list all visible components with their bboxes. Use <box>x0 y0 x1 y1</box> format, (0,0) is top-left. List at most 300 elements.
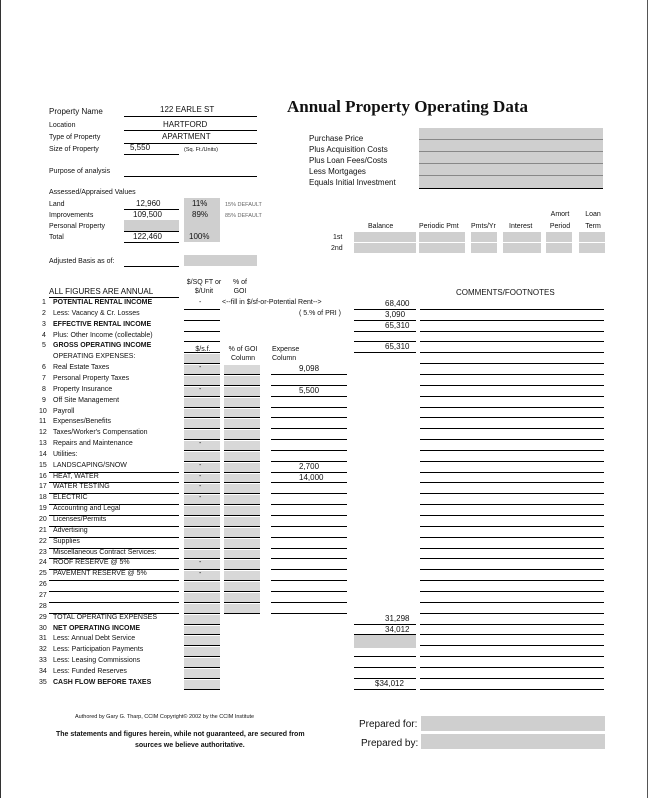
expense-underline[interactable] <box>271 537 347 538</box>
line-number: 24 <box>39 559 47 566</box>
location-label: Location <box>49 122 76 129</box>
line-label: GROSS OPERATING INCOME <box>53 342 152 349</box>
comment-line[interactable] <box>420 624 604 625</box>
pct-goi-underline <box>224 602 260 603</box>
per-unit-header: $/SQ FT or $/Unit <box>186 279 222 295</box>
per-unit-value: - <box>199 364 202 371</box>
expense-underline[interactable] <box>271 602 347 603</box>
land-label: Land <box>49 201 65 208</box>
expense-value: 14,000 <box>299 473 324 482</box>
expense-underline[interactable] <box>271 569 347 570</box>
property-name-label: Property Name <box>49 107 103 116</box>
loan-cell-2-4[interactable] <box>503 243 541 253</box>
expense-underline[interactable] <box>271 374 347 375</box>
per-unit-cell[interactable] <box>184 398 220 407</box>
line-label: Licenses/Permits <box>53 516 107 523</box>
pct-goi-cell <box>224 484 260 493</box>
pct-goi-underline <box>224 450 260 451</box>
opex-header-per-sf: $/s.f. <box>195 346 211 353</box>
opex-header-pct-goi: % of GOI Column <box>228 346 258 362</box>
loan-fees-label: Plus Loan Fees/Costs <box>309 156 388 165</box>
debt-service-shade <box>354 635 416 648</box>
total-value: 122,460 <box>133 232 162 241</box>
expense-underline[interactable] <box>271 407 347 408</box>
location-value[interactable]: HARTFORD <box>163 120 208 129</box>
per-unit-cell[interactable] <box>184 463 220 472</box>
pct-goi-underline <box>224 439 260 440</box>
loan-header-amort-period: Amort Period <box>549 211 571 230</box>
line-label-underline[interactable] <box>49 591 179 592</box>
per-unit-underline <box>184 634 220 635</box>
per-unit-underline <box>184 320 220 321</box>
pct-goi-cell <box>224 517 260 526</box>
loan-header-balance: Balance <box>368 223 394 230</box>
amount-underline[interactable] <box>354 352 416 353</box>
pct-goi-cell <box>224 398 260 407</box>
mortgages-label: Less Mortgages <box>309 167 366 176</box>
amount-underline[interactable] <box>354 667 416 668</box>
amount-value: 31,298 <box>385 614 410 623</box>
loan-header-pmts-yr: Pmts/Yr <box>471 223 496 230</box>
line-number: 19 <box>39 505 47 512</box>
pct-goi-underline <box>224 515 260 516</box>
per-unit-underline <box>184 450 220 451</box>
line-label: Personal Property Taxes <box>53 375 130 382</box>
loan-cell-1-1[interactable] <box>354 232 416 242</box>
expense-underline[interactable] <box>271 504 347 505</box>
per-unit-cell[interactable] <box>184 528 220 537</box>
line-label: CASH FLOW BEFORE TAXES <box>53 679 152 686</box>
line-number: 10 <box>39 408 47 415</box>
line-number: 30 <box>39 625 47 632</box>
per-unit-cell[interactable] <box>184 647 220 656</box>
property-size-value[interactable]: 5,550 <box>130 143 151 152</box>
comment-line[interactable] <box>420 493 604 494</box>
pct-goi-underline <box>224 374 260 375</box>
expense-underline[interactable] <box>271 428 347 429</box>
per-unit-underline <box>184 407 220 408</box>
line-label: POTENTIAL RENTAL INCOME <box>53 299 153 306</box>
per-unit-cell[interactable] <box>184 311 220 320</box>
expense-underline[interactable] <box>271 417 347 418</box>
line-number: 16 <box>39 473 47 480</box>
per-unit-underline <box>184 558 220 559</box>
line-label: TOTAL OPERATING EXPENSES <box>53 614 157 621</box>
pct-goi-underline <box>224 558 260 559</box>
pct-goi-underline <box>224 580 260 581</box>
amount-value: 68,400 <box>385 299 410 308</box>
per-unit-value: - <box>199 570 202 577</box>
per-unit-cell[interactable] <box>184 376 220 385</box>
line-number: 8 <box>42 386 46 393</box>
pct-goi-cell <box>224 571 260 580</box>
line-label: Advertising <box>53 527 88 534</box>
per-unit-underline <box>184 352 220 353</box>
property-size-unit: (Sq. Ft./Units) <box>184 147 218 153</box>
loan-header-loan-term: Loan Term <box>585 211 601 230</box>
line-number: 31 <box>39 635 47 642</box>
per-unit-underline <box>184 417 220 418</box>
expense-value: 9,098 <box>299 364 320 373</box>
total-label: Total <box>49 234 64 241</box>
comment-line[interactable] <box>420 363 604 364</box>
prepared-for-input[interactable] <box>421 716 605 731</box>
line-note: <--fill in $/sf-or-Potential Rent--> <box>222 299 322 306</box>
loan-row-2nd: 2nd <box>331 245 343 252</box>
loan-cell-1-5[interactable] <box>546 232 572 242</box>
per-unit-cell[interactable] <box>184 354 220 363</box>
per-unit-value: - <box>199 386 202 393</box>
comment-line[interactable] <box>420 504 604 505</box>
line-number: 13 <box>39 440 47 447</box>
per-unit-cell[interactable] <box>184 365 220 374</box>
expense-underline[interactable] <box>271 493 347 494</box>
pct-goi-underline <box>224 417 260 418</box>
expense-underline[interactable] <box>271 439 347 440</box>
line-number: 6 <box>42 364 46 371</box>
improvements-label: Improvements <box>49 212 94 219</box>
comment-line[interactable] <box>420 472 604 473</box>
comment-line[interactable] <box>420 352 604 353</box>
per-unit-underline <box>184 363 220 364</box>
per-unit-cell[interactable] <box>184 604 220 613</box>
total-pct: 100% <box>189 232 210 241</box>
per-unit-cell[interactable] <box>184 517 220 526</box>
per-unit-underline <box>184 428 220 429</box>
initial-investment-label: Equals Initial Investment <box>309 178 396 187</box>
line-label: LANDSCAPING/SNOW <box>53 462 127 469</box>
loan-cell-1-4[interactable] <box>503 232 541 242</box>
per-unit-cell[interactable] <box>184 441 220 450</box>
pct-goi-cell <box>224 604 260 613</box>
comment-line[interactable] <box>420 591 604 592</box>
loan-header-periodic-pmt: Periodic Pmt <box>419 223 459 230</box>
author-credit: Authored by Gary G. Tharp, CCIM Copyright© 2002 by the CCIM Institute <box>75 714 255 720</box>
line-label: Miscellaneous Contract Services: <box>53 549 157 556</box>
per-unit-cell[interactable] <box>184 680 220 689</box>
per-unit-cell[interactable] <box>184 506 220 515</box>
line-label: Expenses/Benefits <box>53 418 111 425</box>
assessed-heading: Assessed/Appraised Values <box>49 189 136 196</box>
loan-row-1st: 1st <box>333 234 343 241</box>
pct-goi-cell <box>224 387 260 396</box>
amount-value: 65,310 <box>385 342 410 351</box>
per-unit-value: - <box>199 299 202 306</box>
comment-line[interactable] <box>420 634 604 635</box>
line-number: 17 <box>39 483 47 490</box>
per-unit-cell[interactable] <box>184 343 220 352</box>
amount-underline[interactable] <box>354 689 416 690</box>
line-label: Property Insurance <box>53 386 113 393</box>
line-label: Payroll <box>53 408 75 415</box>
comment-line[interactable] <box>420 374 604 375</box>
line-label: WATER TESTING <box>53 483 110 490</box>
line-number: 1 <box>42 299 46 306</box>
per-unit-underline <box>184 515 220 516</box>
all-figures-annual: ALL FIGURES ARE ANNUAL <box>49 287 154 296</box>
line-number: 3 <box>42 321 46 328</box>
per-unit-underline <box>184 580 220 581</box>
line-label: ELECTRIC <box>53 494 88 501</box>
disclaimer-line-1: The statements and figures herein, while not guaranteed, are secured from <box>56 731 305 738</box>
expense-underline[interactable] <box>271 580 347 581</box>
property-type-label: Type of Property <box>49 134 101 141</box>
comment-line[interactable] <box>420 385 604 386</box>
pct-goi-underline <box>224 472 260 473</box>
pct-goi-cell <box>224 441 260 450</box>
per-unit-underline <box>184 493 220 494</box>
line-number: 14 <box>39 451 47 458</box>
comment-line[interactable] <box>420 678 604 679</box>
per-unit-cell[interactable] <box>184 387 220 396</box>
comment-line[interactable] <box>420 689 604 690</box>
page-edge-left <box>0 0 1 798</box>
comment-line[interactable] <box>420 428 604 429</box>
line-number: 28 <box>39 603 47 610</box>
per-unit-cell[interactable] <box>184 571 220 580</box>
pct-goi-cell <box>224 365 260 374</box>
pct-goi-underline <box>224 526 260 527</box>
line-number: 4 <box>42 332 46 339</box>
line-number: 34 <box>39 668 47 675</box>
line-number: 26 <box>39 581 47 588</box>
per-unit-cell[interactable] <box>184 669 220 678</box>
line-number: 23 <box>39 549 47 556</box>
pct-goi-cell <box>224 452 260 461</box>
line-number: 5 <box>42 342 46 349</box>
loan-cell-2-5[interactable] <box>546 243 572 253</box>
opex-header-expense: Expense Column <box>272 346 300 362</box>
comment-line[interactable] <box>420 569 604 570</box>
line-number: 11 <box>39 418 47 425</box>
per-unit-cell[interactable] <box>184 484 220 493</box>
line-label: Taxes/Worker's Compensation <box>53 429 148 436</box>
per-unit-underline <box>184 689 220 690</box>
land-pct: 11% <box>192 199 208 208</box>
purchase-price-label: Purchase Price <box>309 134 364 143</box>
line-number: 27 <box>39 592 47 599</box>
line-number: 21 <box>39 527 47 534</box>
comment-line[interactable] <box>420 396 604 397</box>
pct-goi-underline <box>224 482 260 483</box>
expense-underline[interactable] <box>271 482 347 483</box>
comment-line[interactable] <box>420 450 604 451</box>
line-label: Less: Annual Debt Service <box>53 635 136 642</box>
line-label: NET OPERATING INCOME <box>53 625 140 632</box>
page-title: Annual Property Operating Data <box>287 97 528 116</box>
comment-line[interactable] <box>420 482 604 483</box>
pct-goi-cell <box>224 376 260 385</box>
comment-line[interactable] <box>420 526 604 527</box>
expense-underline[interactable] <box>271 515 347 516</box>
per-unit-cell[interactable] <box>184 300 220 309</box>
per-unit-underline <box>184 461 220 462</box>
pct-goi-cell <box>224 463 260 472</box>
per-unit-underline <box>184 667 220 668</box>
land-default-note: 15% DEFAULT <box>225 202 262 208</box>
comment-line[interactable] <box>420 656 604 657</box>
line-number: 33 <box>39 657 47 664</box>
line-label: Plus: Other Income (collectable) <box>53 332 153 339</box>
loan-cell-1-6[interactable] <box>579 232 605 242</box>
pct-goi-cell <box>224 582 260 591</box>
line-label: Utilities: <box>53 451 78 458</box>
comments-header: COMMENTS/FOOTNOTES <box>456 288 555 297</box>
per-unit-underline <box>184 396 220 397</box>
prepared-by-input[interactable] <box>421 734 605 749</box>
per-unit-underline <box>184 613 220 614</box>
improvements-pct: 89% <box>192 210 209 219</box>
comment-line[interactable] <box>420 667 604 668</box>
amount-underline[interactable] <box>354 331 416 332</box>
loan-cell-1-3[interactable] <box>471 232 497 242</box>
per-unit-cell[interactable] <box>184 658 220 667</box>
line-number: 22 <box>39 538 47 545</box>
adjusted-basis-input[interactable] <box>184 255 257 266</box>
purchase-input-shade[interactable] <box>419 128 603 188</box>
comment-line[interactable] <box>420 602 604 603</box>
comment-line[interactable] <box>420 558 604 559</box>
line-number: 25 <box>39 570 47 577</box>
comment-line[interactable] <box>420 407 604 408</box>
per-unit-underline <box>184 526 220 527</box>
per-unit-cell[interactable] <box>184 322 220 331</box>
pct-goi-cell <box>224 419 260 428</box>
comment-line[interactable] <box>420 645 604 646</box>
prepared-by-label: Prepared by: <box>361 738 419 749</box>
comment-line[interactable] <box>420 548 604 549</box>
comment-line[interactable] <box>420 331 604 332</box>
line-label: OPERATING EXPENSES: <box>53 353 136 360</box>
line-label: Real Estate Taxes <box>53 364 110 371</box>
line-number: 29 <box>39 614 47 621</box>
per-unit-cell[interactable] <box>184 419 220 428</box>
pct-goi-cell <box>224 495 260 504</box>
comment-line[interactable] <box>420 613 604 614</box>
loan-cell-2-1[interactable] <box>354 243 416 253</box>
personal-property-label: Personal Property <box>49 223 106 230</box>
expense-underline[interactable] <box>271 526 347 527</box>
pct-goi-cell <box>224 539 260 548</box>
loan-cell-1-2[interactable] <box>419 232 465 242</box>
comment-line[interactable] <box>420 439 604 440</box>
per-unit-value: - <box>199 440 202 447</box>
expense-underline[interactable] <box>271 396 347 397</box>
line-number: 20 <box>39 516 47 523</box>
pct-goi-cell <box>224 528 260 537</box>
per-unit-underline <box>184 548 220 549</box>
per-unit-underline <box>184 439 220 440</box>
line-label: HEAT, WATER <box>53 473 99 480</box>
expense-underline[interactable] <box>271 613 347 614</box>
pct-goi-cell <box>224 593 260 602</box>
comment-line[interactable] <box>420 320 604 321</box>
line-label-underline[interactable] <box>49 580 179 581</box>
pct-goi-underline <box>224 548 260 549</box>
per-unit-underline <box>184 472 220 473</box>
comment-line[interactable] <box>420 515 604 516</box>
property-name-value[interactable]: 122 EARLE ST <box>160 105 215 114</box>
line-number: 9 <box>42 397 46 404</box>
per-unit-value: - <box>199 483 202 490</box>
expense-underline[interactable] <box>271 450 347 451</box>
per-unit-underline <box>184 374 220 375</box>
line-number: 35 <box>39 679 47 686</box>
pct-goi-underline <box>224 461 260 462</box>
per-unit-cell[interactable] <box>184 452 220 461</box>
line-label: Less: Participation Payments <box>53 646 144 653</box>
per-unit-cell[interactable] <box>184 495 220 504</box>
loan-cell-2-6[interactable] <box>579 243 605 253</box>
per-unit-underline <box>184 537 220 538</box>
per-unit-cell[interactable] <box>184 560 220 569</box>
per-unit-cell[interactable] <box>184 636 220 645</box>
prepared-for-label: Prepared for: <box>359 719 418 730</box>
property-size-label: Size of Property <box>49 146 99 153</box>
expense-underline[interactable] <box>271 548 347 549</box>
per-unit-cell[interactable] <box>184 430 220 439</box>
purpose-label: Purpose of analysis <box>49 168 111 175</box>
line-label: PAVEMENT RESERVE @ 5% <box>53 570 147 577</box>
per-unit-value: - <box>199 462 202 469</box>
amount-underline[interactable] <box>354 656 416 657</box>
per-unit-underline <box>184 591 220 592</box>
per-unit-underline <box>184 656 220 657</box>
improvements-value[interactable]: 109,500 <box>133 210 162 219</box>
comment-line[interactable] <box>420 341 604 342</box>
pct-goi-cell <box>224 430 260 439</box>
line-number: 2 <box>42 310 46 317</box>
line-note: ( 5.% of PRI ) <box>299 310 342 317</box>
line-number: 32 <box>39 646 47 653</box>
pct-goi-underline <box>224 385 260 386</box>
pct-goi-cell <box>224 506 260 515</box>
per-unit-value: - <box>199 473 202 480</box>
per-unit-underline <box>184 341 220 342</box>
per-unit-cell[interactable] <box>184 539 220 548</box>
loan-cell-2-3[interactable] <box>471 243 497 253</box>
comment-line[interactable] <box>420 417 604 418</box>
pct-goi-underline <box>224 569 260 570</box>
line-label: Repairs and Maintenance <box>53 440 133 447</box>
per-unit-cell[interactable] <box>184 593 220 602</box>
per-unit-underline <box>184 624 220 625</box>
expense-value: 2,700 <box>299 462 320 471</box>
per-unit-cell[interactable] <box>184 615 220 624</box>
expense-underline[interactable] <box>271 558 347 559</box>
loan-cell-2-2[interactable] <box>419 243 465 253</box>
loan-header-interest: Interest <box>509 223 533 230</box>
per-unit-underline <box>184 309 220 310</box>
line-label-underline[interactable] <box>49 602 179 603</box>
per-unit-underline <box>184 602 220 603</box>
pct-goi-header: % of GOI <box>232 279 247 295</box>
pct-goi-underline <box>224 504 260 505</box>
comment-line[interactable] <box>420 537 604 538</box>
line-label: Supplies <box>53 538 80 545</box>
land-value[interactable]: 12,960 <box>136 199 161 208</box>
per-unit-cell[interactable] <box>184 582 220 591</box>
comment-line[interactable] <box>420 461 604 462</box>
pct-goi-underline <box>224 428 260 429</box>
per-unit-underline <box>184 678 220 679</box>
property-type-value[interactable]: APARTMENT <box>162 132 211 141</box>
comment-line[interactable] <box>420 309 604 310</box>
expense-underline[interactable] <box>271 591 347 592</box>
comment-line[interactable] <box>420 580 604 581</box>
pct-goi-underline <box>224 407 260 408</box>
line-number: 7 <box>42 375 46 382</box>
